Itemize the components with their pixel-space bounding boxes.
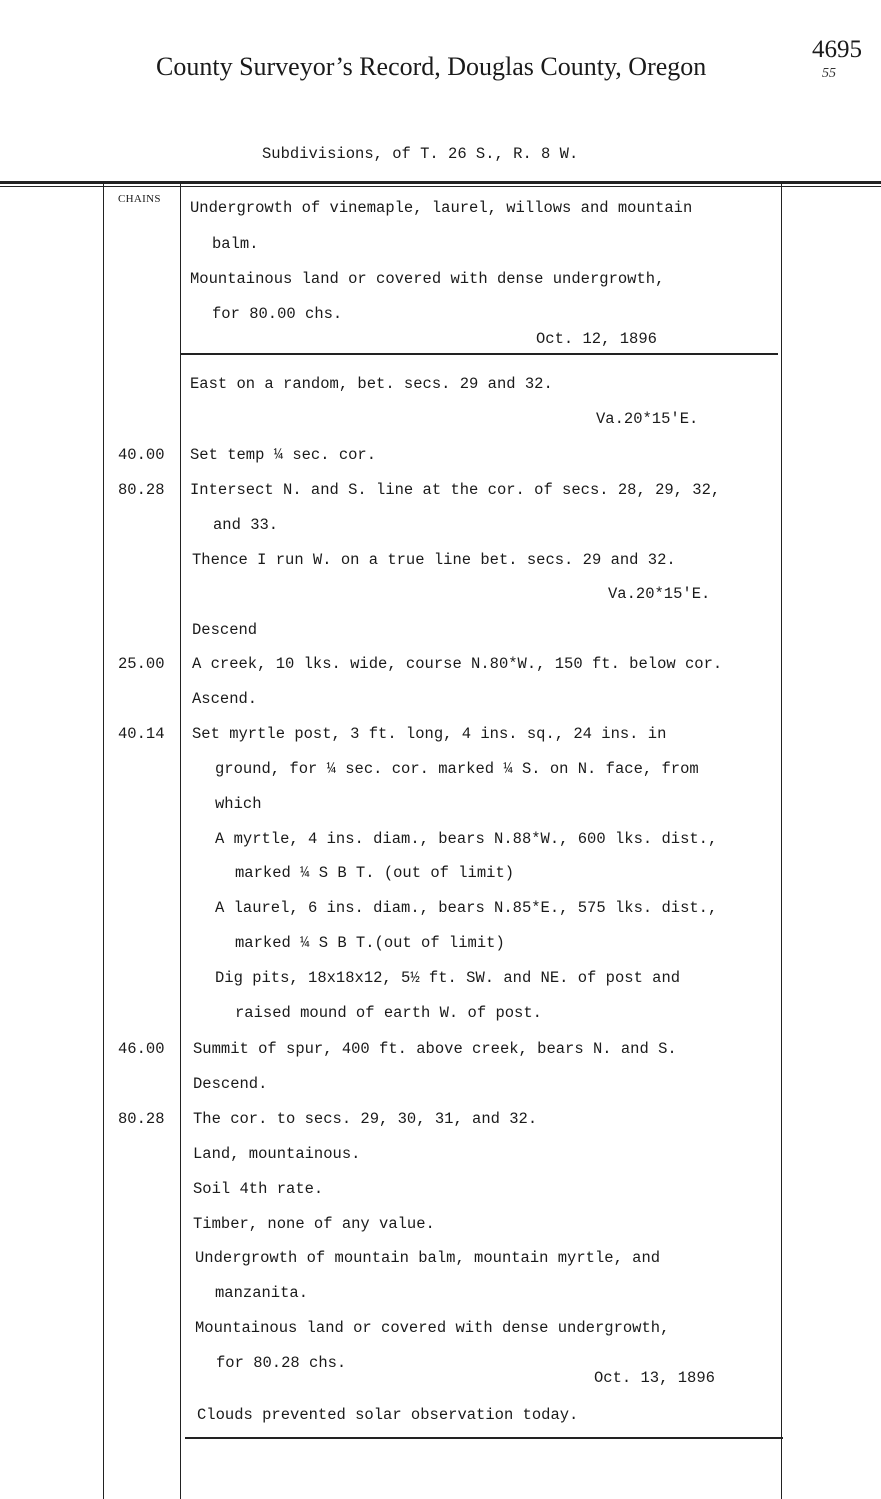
entry-text: Descend.: [193, 1075, 268, 1093]
section-rule-1: [180, 353, 778, 355]
column-divider: [180, 184, 181, 1499]
entry-text: Set temp ¼ sec. cor.: [190, 446, 377, 464]
entry-text: East on a random, bet. secs. 29 and 32.: [190, 375, 553, 393]
entry-text: Soil 4th rate.: [193, 1180, 324, 1198]
entry-text: Va.20*15'E.: [596, 410, 699, 428]
section-rule-2: [185, 1437, 783, 1439]
chain-value: 40.14: [118, 725, 165, 743]
entry-text: Va.20*15'E.: [608, 585, 711, 603]
subtitle: Subdivisions, of T. 26 S., R. 8 W.: [262, 145, 579, 163]
chain-value: 40.00: [118, 446, 165, 464]
entry-text: A laurel, 6 ins. diam., bears N.85*E., 575 lks. dist.,: [215, 899, 718, 917]
chains-column-header: CHAINS: [118, 193, 161, 205]
entry-text: ground, for ¼ sec. cor. marked ¼ S. on N. face, from: [215, 760, 699, 778]
top-rule-thick: [0, 181, 881, 184]
entry-text: Undergrowth of vinemaple, laurel, willows and mountain: [190, 199, 693, 217]
entry-text: The cor. to secs. 29, 30, 31, and 32.: [193, 1110, 538, 1128]
entry-text: Ascend.: [192, 690, 258, 708]
entry-text: Clouds prevented solar observation today.: [197, 1406, 579, 1424]
chain-value: 80.28: [118, 481, 165, 499]
entry-text: and 33.: [213, 516, 279, 534]
entry-text: which: [215, 795, 262, 813]
chain-value: 46.00: [118, 1040, 165, 1058]
entry-text: Descend: [192, 621, 258, 639]
page-number: 4695: [812, 36, 862, 63]
left-margin-line: [103, 184, 104, 1499]
page-title: County Surveyor’s Record, Douglas County, Oregon: [156, 52, 707, 81]
entry-text: Oct. 13, 1896: [594, 1369, 715, 1387]
entry-text: A myrtle, 4 ins. diam., bears N.88*W., 600 lks. dist.,: [215, 830, 718, 848]
entry-text: Mountainous land or covered with dense undergrowth,: [190, 270, 665, 288]
entry-text: Summit of spur, 400 ft. above creek, bears N. and S.: [193, 1040, 677, 1058]
handwritten-page-number: 55: [822, 66, 836, 81]
entry-text: marked ¼ S B T. (out of limit): [235, 864, 515, 882]
top-rule-thin: [0, 186, 881, 187]
entry-text: Oct. 12, 1896: [536, 330, 657, 348]
entry-text: balm.: [212, 235, 259, 253]
chain-value: 25.00: [118, 655, 165, 673]
entry-text: for 80.28 chs.: [216, 1354, 347, 1372]
entry-text: Timber, none of any value.: [193, 1215, 435, 1233]
entry-text: marked ¼ S B T.(out of limit): [235, 934, 505, 952]
entry-text: Land, mountainous.: [193, 1145, 361, 1163]
right-margin-line: [781, 184, 782, 1499]
entry-text: Set myrtle post, 3 ft. long, 4 ins. sq., 24 ins. in: [192, 725, 667, 743]
entry-text: A creek, 10 lks. wide, course N.80*W., 150 ft. below cor.: [192, 655, 723, 673]
entry-text: raised mound of earth W. of post.: [235, 1004, 542, 1022]
chain-value: 80.28: [118, 1110, 165, 1128]
entry-text: for 80.00 chs.: [212, 305, 343, 323]
entry-text: Intersect N. and S. line at the cor. of secs. 28, 29, 32,: [190, 481, 721, 499]
entry-text: Thence I run W. on a true line bet. secs. 29 and 32.: [192, 551, 676, 569]
entry-text: Dig pits, 18x18x12, 5½ ft. SW. and NE. of post and: [215, 969, 681, 987]
entry-text: Undergrowth of mountain balm, mountain myrtle, and: [195, 1249, 661, 1267]
entry-text: manzanita.: [215, 1284, 309, 1302]
entry-text: Mountainous land or covered with dense undergrowth,: [195, 1319, 670, 1337]
